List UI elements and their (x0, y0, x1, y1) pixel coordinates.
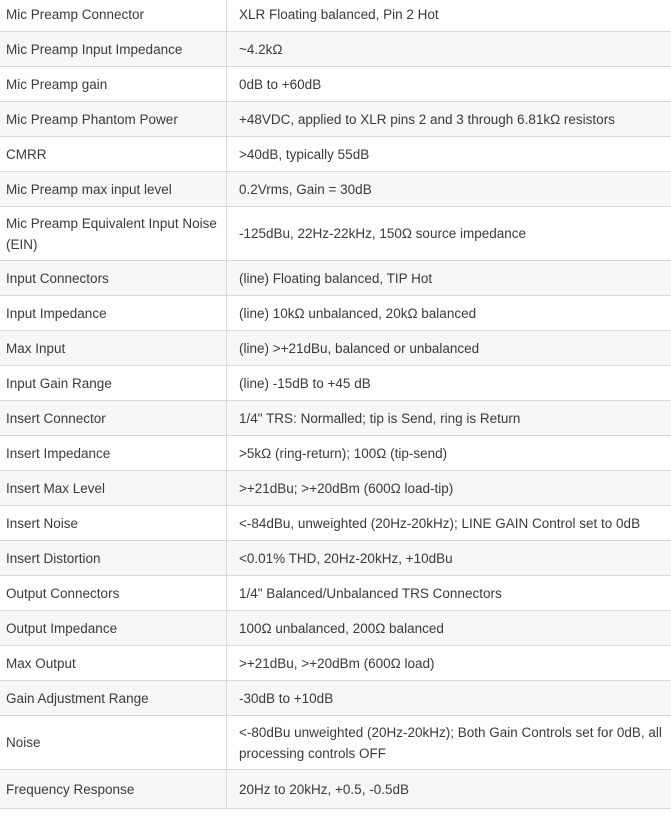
spec-label: Gain Adjustment Range (0, 681, 227, 716)
spec-value: (line) -15dB to +45 dB (227, 366, 671, 401)
table-row (0, 137, 671, 172)
spec-value: -125dBu, 22Hz-22kHz, 150Ω source impedance (227, 207, 671, 261)
table-row (0, 770, 671, 809)
spec-value: <0.01% THD, 20Hz-20kHz, +10dBu (227, 541, 671, 576)
spec-value: 1/4" Balanced/Unbalanced TRS Connectors (227, 576, 671, 611)
spec-value: -30dB to +10dB (227, 681, 671, 716)
spec-label: Mic Preamp Connector (0, 0, 227, 32)
spec-label: Max Input (0, 331, 227, 366)
spec-value: (line) >+21dBu, balanced or unbalanced (227, 331, 671, 366)
spec-label: Noise (0, 716, 227, 770)
spec-label: Mic Preamp gain (0, 67, 227, 102)
spec-label: Mic Preamp Phantom Power (0, 102, 227, 137)
table-row (0, 506, 671, 541)
spec-value: XLR Floating balanced, Pin 2 Hot (227, 0, 671, 32)
spec-value: (line) 10kΩ unbalanced, 20kΩ balanced (227, 296, 671, 331)
table-row (0, 576, 671, 611)
table-row (0, 172, 671, 207)
table-row (0, 32, 671, 67)
spec-value: 0.2Vrms, Gain = 30dB (227, 172, 671, 207)
spec-value: 100Ω unbalanced, 200Ω balanced (227, 611, 671, 646)
spec-label: Insert Impedance (0, 436, 227, 471)
spec-label: Output Connectors (0, 576, 227, 611)
table-row (0, 681, 671, 716)
spec-value: <-80dBu unweighted (20Hz-20kHz); Both Gain Controls set for 0dB, all processing controls OFF (227, 716, 671, 770)
spec-label: Mic Preamp max input level (0, 172, 227, 207)
spec-value: >5kΩ (ring-return); 100Ω (tip-send) (227, 436, 671, 471)
table-row (0, 0, 671, 32)
spec-label: Insert Distortion (0, 541, 227, 576)
spec-label: Mic Preamp Equivalent Input Noise (EIN) (0, 207, 227, 261)
spec-label: Mic Preamp Input Impedance (0, 32, 227, 67)
spec-label: Insert Noise (0, 506, 227, 541)
table-row (0, 401, 671, 436)
table-row (0, 436, 671, 471)
table-row (0, 67, 671, 102)
spec-value: 1/4" TRS: Normalled; tip is Send, ring is Return (227, 401, 671, 436)
spec-value: (line) Floating balanced, TIP Hot (227, 261, 671, 296)
spec-label: Insert Max Level (0, 471, 227, 506)
table-row (0, 471, 671, 506)
spec-value: >40dB, typically 55dB (227, 137, 671, 172)
spec-value: ~4.2kΩ (227, 32, 671, 67)
spec-value: 20Hz to 20kHz, +0.5, -0.5dB (227, 770, 671, 809)
spec-label: Input Connectors (0, 261, 227, 296)
spec-value: +48VDC, applied to XLR pins 2 and 3 through 6.81kΩ resistors (227, 102, 671, 137)
spec-label: Input Impedance (0, 296, 227, 331)
spec-label: Output Impedance (0, 611, 227, 646)
table-row (0, 207, 671, 261)
spec-label: CMRR (0, 137, 227, 172)
spec-label: Insert Connector (0, 401, 227, 436)
spec-value: <-84dBu, unweighted (20Hz-20kHz); LINE GAIN Control set to 0dB (227, 506, 671, 541)
spec-label: Input Gain Range (0, 366, 227, 401)
spec-label: Frequency Response (0, 770, 227, 809)
spec-value: 0dB to +60dB (227, 67, 671, 102)
table-row (0, 611, 671, 646)
spec-value: >+21dBu; >+20dBm (600Ω load-tip) (227, 471, 671, 506)
table-row (0, 716, 671, 770)
table-row (0, 296, 671, 331)
table-row (0, 331, 671, 366)
table-row (0, 646, 671, 681)
table-row (0, 541, 671, 576)
spec-value: >+21dBu, >+20dBm (600Ω load) (227, 646, 671, 681)
spec-label: Max Output (0, 646, 227, 681)
table-row (0, 102, 671, 137)
table-row (0, 366, 671, 401)
table-row (0, 261, 671, 296)
